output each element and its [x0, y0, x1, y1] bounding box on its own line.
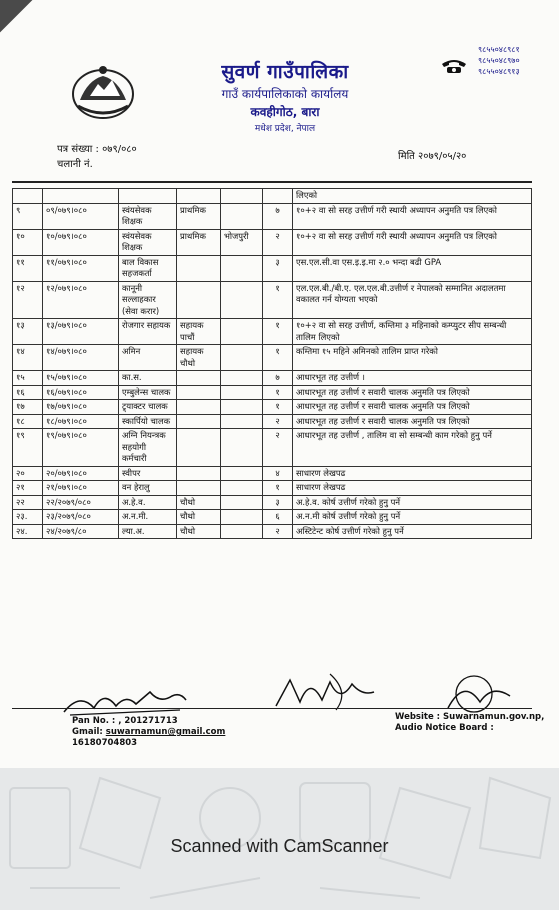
row-qualification: अ.हे.व. कोर्ष उत्तीर्ण गरेको हुनु पर्ने — [293, 495, 532, 510]
row-class: सहायक पाचौं — [177, 319, 221, 345]
row-post: वन हेरालु — [119, 481, 177, 496]
row-language — [221, 400, 263, 415]
audio-notice-line: Audio Notice Board : — [395, 723, 494, 733]
row-class — [177, 400, 221, 415]
row-count: ७ — [263, 203, 293, 229]
row-post: ट्र्याक्टर चालक — [119, 400, 177, 415]
row-qualification: १०+२ वा सो सरह उत्तीर्ण गरी स्थायी अध्यापन अनुमति पत्र लिएको — [293, 203, 532, 229]
gmail-label: Gmail: — [72, 727, 106, 737]
row-post: स्कार्पियो चालक — [119, 414, 177, 429]
table-row — [13, 414, 532, 429]
signature-left-icon — [60, 682, 190, 718]
row-count: ७ — [263, 371, 293, 386]
row-count: १ — [263, 345, 293, 371]
row-serial: २२ — [13, 495, 43, 510]
row-class — [177, 255, 221, 281]
row-language — [221, 255, 263, 281]
row-language — [221, 319, 263, 345]
row-qualification: १०+२ वा सो सरह उत्तीर्ण गरी स्थायी अध्यापन अनुमति पत्र लिएको — [293, 229, 532, 255]
row-registration — [43, 189, 119, 204]
table-row — [13, 481, 532, 496]
row-registration: १८/०७९।०८० — [43, 414, 119, 429]
row-class: प्राथमिक — [177, 203, 221, 229]
page-corner-shadow — [0, 0, 40, 40]
row-serial: १८ — [13, 414, 43, 429]
municipality-header — [200, 58, 370, 134]
row-registration: १७/०७९।०८० — [43, 400, 119, 415]
row-serial: २१ — [13, 481, 43, 496]
header-divider — [12, 181, 532, 183]
row-registration: २२/२०७९/०८० — [43, 495, 119, 510]
row-registration: २१/०७९।०८० — [43, 481, 119, 496]
row-class: सहायक चौथो — [177, 345, 221, 371]
row-count — [263, 189, 293, 204]
row-qualification: आधारभूत तह उत्तीर्ण । — [293, 371, 532, 386]
nepal-emblem-icon — [68, 62, 138, 122]
table-row — [13, 385, 532, 400]
row-count: ३ — [263, 255, 293, 281]
row-class: चौथो — [177, 524, 221, 539]
telephone-icon — [440, 58, 468, 74]
row-registration: १४/०७९।०८० — [43, 345, 119, 371]
phone-number: ९८५५०४८९८१ — [478, 45, 520, 54]
row-count: १ — [263, 400, 293, 415]
row-serial: १० — [13, 229, 43, 255]
row-language — [221, 281, 263, 319]
row-post: ल्या.अ. — [119, 524, 177, 539]
row-class — [177, 371, 221, 386]
table-row — [13, 400, 532, 415]
row-qualification: १०+२ वा सो सरह उत्तीर्ण, कम्तिमा ३ महिनाको कम्प्युटर सीप सम्बन्धी तालिम लिएको — [293, 319, 532, 345]
phone-number: ९८५५०४८९७० — [478, 56, 520, 65]
row-serial: २४. — [13, 524, 43, 539]
row-class: प्राथमिक — [177, 229, 221, 255]
row-post: बाल विकास सहजकर्ता — [119, 255, 177, 281]
row-language — [221, 429, 263, 467]
row-class — [177, 481, 221, 496]
footer-contact — [72, 716, 225, 749]
row-language — [221, 510, 263, 525]
row-qualification: एस.एल.सी.वा एस.इ.इ.मा २.० भन्दा बढी GPA — [293, 255, 532, 281]
row-qualification: कम्तिमा १५ महिने अमिनको तालिम प्राप्त गरेको — [293, 345, 532, 371]
phone-numbers — [478, 44, 520, 77]
row-post: स्वीपर — [119, 466, 177, 481]
row-registration: ०९/०७९।०८० — [43, 203, 119, 229]
row-class — [177, 281, 221, 319]
row-registration: २४/२०७९/८० — [43, 524, 119, 539]
row-class — [177, 466, 221, 481]
row-qualification: आधारभूत तह उत्तीर्ण र सवारी चालक अनुमति पत्र लिएको — [293, 400, 532, 415]
gmail-address: suwarnamun@gmail.com — [105, 727, 226, 737]
row-count: ६ — [263, 510, 293, 525]
table-row — [13, 255, 532, 281]
gmail-line — [72, 727, 225, 738]
table-row — [13, 495, 532, 510]
row-language — [221, 189, 263, 204]
row-serial: ९ — [13, 203, 43, 229]
row-registration: ११/०७९।०८० — [43, 255, 119, 281]
row-class: चौथो — [177, 495, 221, 510]
row-serial: १३ — [13, 319, 43, 345]
row-post: अ.हे.व. — [119, 495, 177, 510]
row-language — [221, 524, 263, 539]
row-post: कानूनी सल्लाहकार (सेवा करार) — [119, 281, 177, 319]
row-count: १ — [263, 385, 293, 400]
row-registration: २३/२०७९/०८० — [43, 510, 119, 525]
pan-number: Pan No. : , 201271713 — [72, 716, 178, 726]
row-registration: १०/०७९।०८० — [43, 229, 119, 255]
row-qualification: एल.एल.बी./बी.ए. एल.एल.बी.उत्तीर्ण र नेपालको सम्मानित अदालतमा वकालत गर्न योग्यता भएको — [293, 281, 532, 319]
table-row — [13, 203, 532, 229]
row-qualification: आधारभूत तह उत्तीर्ण र सवारी चालक अनुमति पत्र लिएको — [293, 414, 532, 429]
row-registration: १५/०७९।०८० — [43, 371, 119, 386]
row-count: २ — [263, 524, 293, 539]
office-subtitle: गाउँ कार्यपालिकाको कार्यालय — [221, 87, 349, 101]
row-serial: १५ — [13, 371, 43, 386]
row-post: स्वंयसेवक शिक्षक — [119, 229, 177, 255]
row-serial — [13, 189, 43, 204]
municipality-title: सुवर्ण गाउँपालिका — [221, 61, 349, 83]
row-count: २ — [263, 414, 293, 429]
row-registration: १६/०७९।०८० — [43, 385, 119, 400]
letter-date: मिति २०७९/०५/२० — [398, 151, 467, 162]
row-qualification: साधारण लेखपढ — [293, 466, 532, 481]
office-location: कवहीगोठ, बारा — [250, 105, 320, 119]
row-class — [177, 385, 221, 400]
row-language: भोजपुरी — [221, 229, 263, 255]
row-qualification: अस्टिटेन्ट कोर्ष उत्तीर्ण गरेको हुनु पर्ने — [293, 524, 532, 539]
table-row — [13, 189, 532, 204]
row-qualification: अ.न.मी कोर्ष उत्तीर्ण गरेको हुनु पर्ने — [293, 510, 532, 525]
footer-phone: 16180704803 — [72, 738, 138, 748]
row-registration: १३/०७९।०८० — [43, 319, 119, 345]
row-class — [177, 414, 221, 429]
signature-right-icon — [440, 672, 520, 716]
row-post: अग्नि नियन्त्रक सहयोगी कर्मचारी — [119, 429, 177, 467]
row-qualification: आधारभूत तह उत्तीर्ण , तालिम वा सो सम्बन्धी काम गरेको हुनु पर्ने — [293, 429, 532, 467]
row-count: ३ — [263, 495, 293, 510]
row-count: १ — [263, 281, 293, 319]
row-registration: १९/०७९।०८० — [43, 429, 119, 467]
row-post: का.स. — [119, 371, 177, 386]
row-registration: १२/०७९।०८० — [43, 281, 119, 319]
row-serial: १६ — [13, 385, 43, 400]
row-qualification: साधारण लेखपढ — [293, 481, 532, 496]
table-row — [13, 510, 532, 525]
row-count: २ — [263, 429, 293, 467]
row-registration: २०/०७९।०८० — [43, 466, 119, 481]
table-row — [13, 371, 532, 386]
website-line: Website : Suwarnamun.gov.np, — [395, 712, 545, 722]
row-serial: २० — [13, 466, 43, 481]
phone-number: ९८५५०४८९१३ — [478, 67, 520, 76]
row-serial: १९ — [13, 429, 43, 467]
row-serial: १४ — [13, 345, 43, 371]
row-serial: १२ — [13, 281, 43, 319]
table-row — [13, 229, 532, 255]
row-class — [177, 189, 221, 204]
row-language — [221, 371, 263, 386]
row-language — [221, 481, 263, 496]
row-post: रोजगार सहायक — [119, 319, 177, 345]
row-qualification: लिएको — [293, 189, 532, 204]
vacancy-table — [12, 188, 532, 539]
row-post: एम्बुलेन्स चालक — [119, 385, 177, 400]
footer-divider — [12, 708, 532, 709]
table-row — [13, 429, 532, 467]
table-row — [13, 345, 532, 371]
row-count: १ — [263, 319, 293, 345]
row-serial: २३. — [13, 510, 43, 525]
row-post: अमिन — [119, 345, 177, 371]
dispatch-number: चलानी नं. — [57, 159, 93, 170]
letter-reference — [57, 142, 137, 172]
office-province: मधेश प्रदेश, नेपाल — [254, 124, 316, 134]
row-serial: १७ — [13, 400, 43, 415]
row-count: १ — [263, 481, 293, 496]
row-post — [119, 189, 177, 204]
signature-middle-icon — [270, 672, 380, 712]
row-language — [221, 414, 263, 429]
row-qualification: आधारभूत तह उत्तीर्ण र सवारी चालक अनुमति पत्र लिएको — [293, 385, 532, 400]
row-post: अ.न.मी. — [119, 510, 177, 525]
footer-web — [395, 712, 544, 734]
scanned-with-camscanner-label: Scanned with CamScanner — [170, 836, 389, 856]
row-class — [177, 429, 221, 467]
row-count: २ — [263, 229, 293, 255]
row-language — [221, 495, 263, 510]
letter-number: पत्र संख्या : ०७९/०८० — [57, 144, 137, 155]
table-row — [13, 319, 532, 345]
row-language — [221, 203, 263, 229]
row-language — [221, 466, 263, 481]
row-serial: ११ — [13, 255, 43, 281]
row-count: ४ — [263, 466, 293, 481]
table-row — [13, 466, 532, 481]
row-post: स्वंयसेवक शिक्षक — [119, 203, 177, 229]
table-row — [13, 524, 532, 539]
row-class: चौथो — [177, 510, 221, 525]
row-language — [221, 385, 263, 400]
table-row — [13, 281, 532, 319]
row-language — [221, 345, 263, 371]
